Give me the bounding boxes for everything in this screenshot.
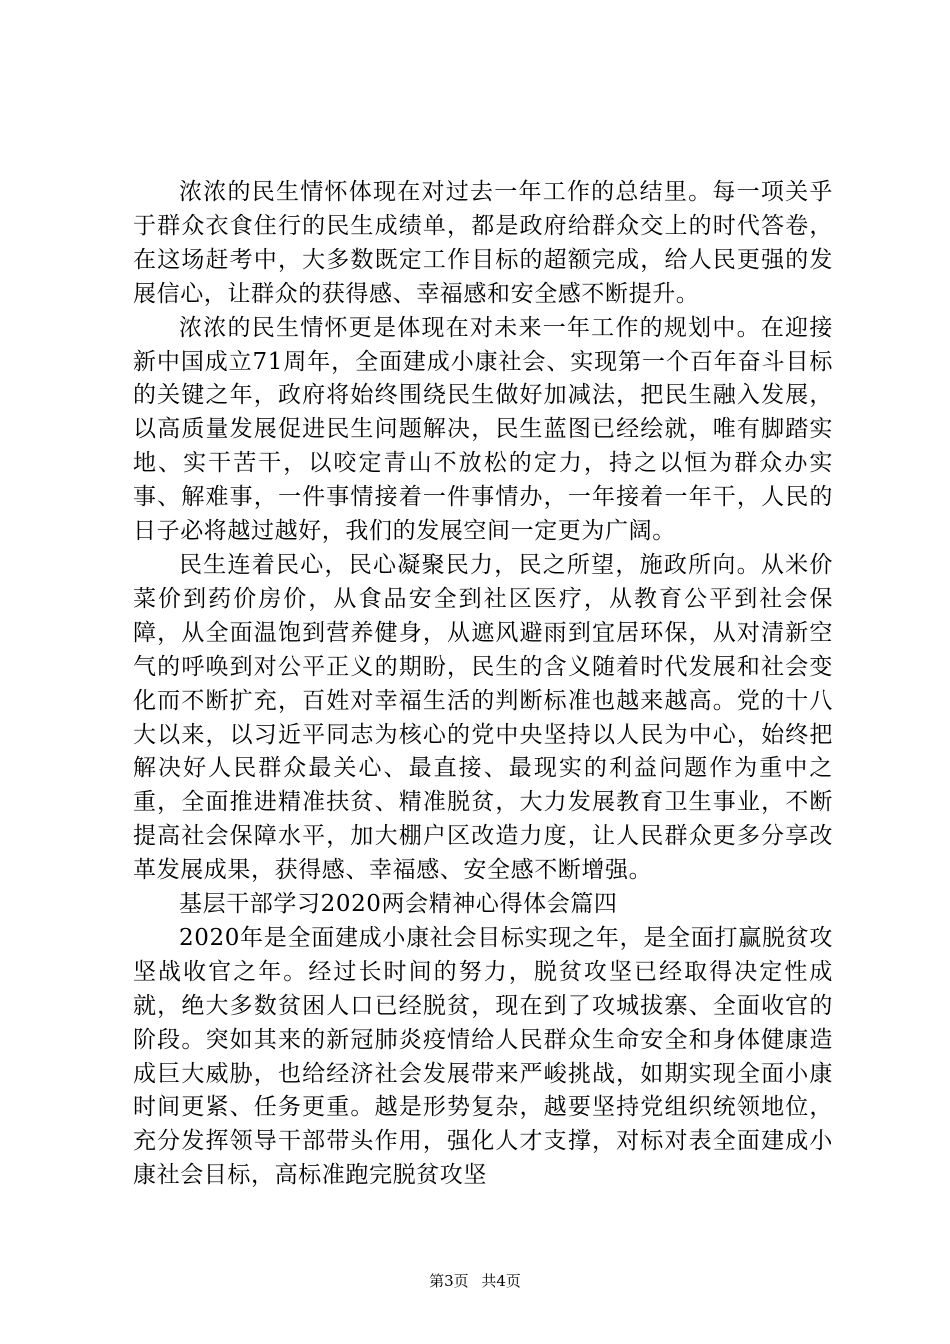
document-body <box>133 176 833 1193</box>
section-heading: 基层干部学习2020两会精神心得体会篇四 <box>179 891 618 918</box>
paragraph-1: 浓浓的民生情怀体现在对过去一年工作的总结里。每一项关乎于群众衣食住行的民生成绩单，都是政府给群众交上的时代答卷，在这场赶考中，大多数既定工作目标的超额完成，给人民更强的发展信心，让群众的获得感、幸福感和安全感不断提升。 <box>133 179 833 307</box>
page-total: 共4页 <box>481 1272 521 1290</box>
paragraph-2: 浓浓的民生情怀更是体现在对未来一年工作的规划中。在迎接新中国成立71周年，全面建成小康社会、实现第一个百年奋斗目标的关键之年，政府将始终围绕民生做好加减法，把民生融入发展，以高质量发展促进民生问题解决，民生蓝图已经绘就，唯有脚踏实地、实干苦干，以咬定青山不放松的定力，持之以恒为群众办实事、解难事，一件事情接着一件事情办，一年接着一年干，人民的日子必将越过越好，我们的发展空间一定更为广阔。 <box>133 314 833 545</box>
paragraph-4: 2020年是全面建成小康社会目标实现之年，是全面打赢脱贫攻坚战收官之年。经过长时间的努力，脱贫攻坚已经取得决定性成就，绝大多数贫困人口已经脱贫，现在到了攻城拔寨、全面收官的阶段。突如其来的新冠肺炎疫情给人民群众生命安全和身体健康造成巨大威胁，也给经济社会发展带来严峻挑战，如期实现全面小康时间更紧、任务更重。越是形势复杂，越要坚持党组织统领地位，充分发挥领导干部带头作用，强化人才支撑，对标对表全面建成小康社会目标，高标准跑完脱贫攻坚 <box>133 924 833 1189</box>
page-footer <box>0 1271 950 1291</box>
page-number: 第3页 <box>429 1272 469 1290</box>
paragraph-3: 民生连着民心，民心凝聚民力，民之所望，施政所向。从米价菜价到药价房价，从食品安全到社区医疗，从教育公平到社会保障，从全面温饱到营养健身，从遮风避雨到宜居环保，从对清新空气的呼唤到对公平正义的期盼，民生的含义随着时代发展和社会变化而不断扩充，百姓对幸福生活的判断标准也越来越高。党的十八大以来，以习近平同志为核心的党中央坚持以人民为中心，始终把解决好人民群众最关心、最直接、最现实的利益问题作为重中之重，全面推进精准扶贫、精准脱贫，大力发展教育卫生事业，不断提高社会保障水平，加大棚户区改造力度，让人民群众更多分享改革发展成果，获得感、幸福感、安全感不断增强。 <box>133 551 833 884</box>
